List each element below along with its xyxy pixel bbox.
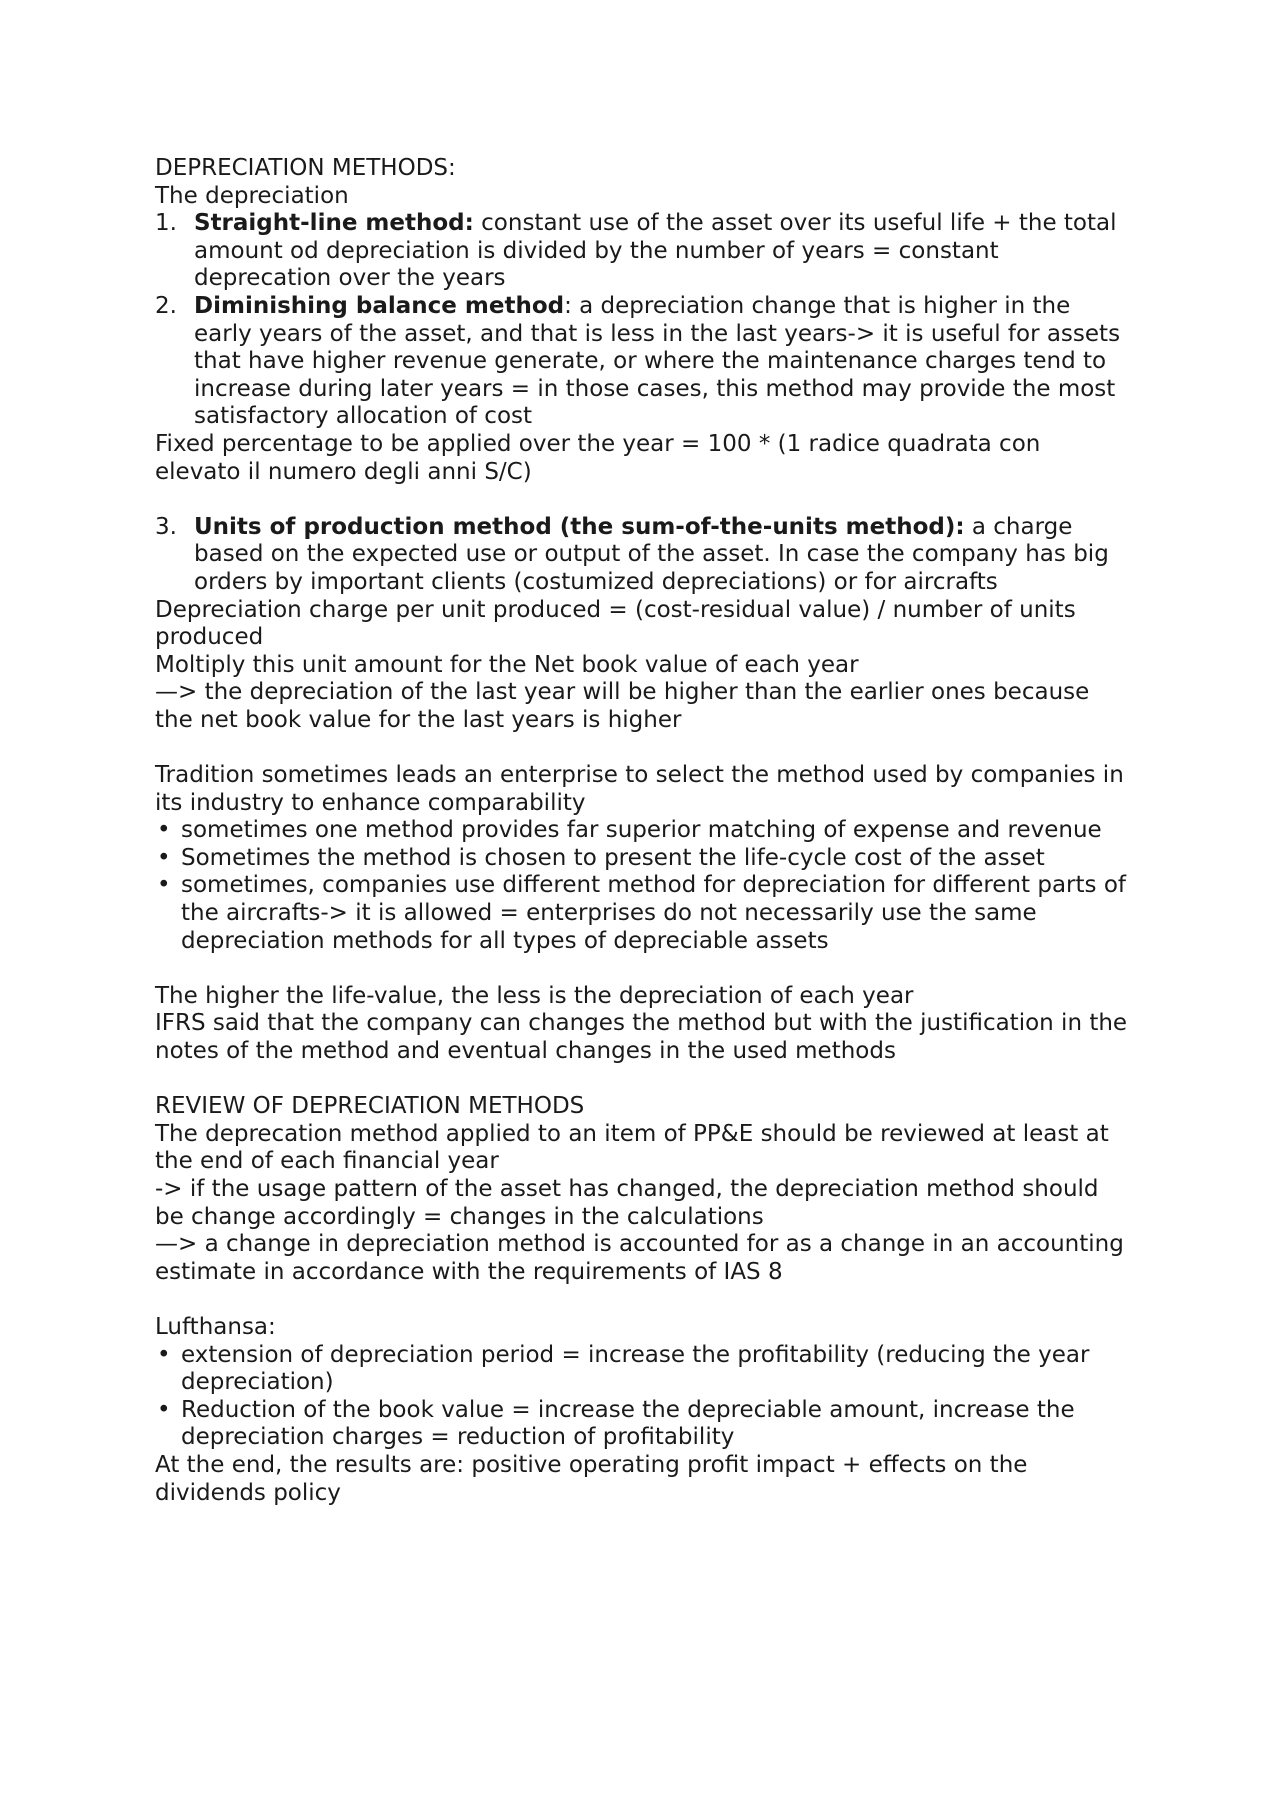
- method-description: a charge based on the expected use or output of the asset. In case the company has big orders by important clients (costumized depreciations) or for aircrafts: [194, 513, 1109, 595]
- blank-line: [155, 734, 1130, 762]
- bullet-item: [155, 1397, 1130, 1452]
- method-title: Units of production method (the sum-of-the-units method):: [194, 513, 965, 540]
- bullet-icon: •: [157, 1396, 171, 1423]
- method-title: Straight-line method:: [194, 210, 474, 237]
- bullet-icon: •: [157, 1341, 171, 1368]
- methods-list-a: [155, 210, 1130, 431]
- review-text-line: —> a change in depreciation method is accounted for as a change in an accounting estimate in accordance with the requirements of IAS 8: [155, 1231, 1124, 1285]
- page-heading: DEPRECIATION METHODS:: [155, 155, 456, 181]
- bullet-text: sometimes, companies use different method for depreciation for different parts of the aircrafts-> it is allowed = enterprises do not necessarily use the same depreciation methods for all types of depreciable assets: [181, 872, 1126, 954]
- review-text-line: The deprecation method applied to an item of PP&E should be reviewed at least at the end of each financial year: [155, 1120, 1109, 1175]
- review-heading: REVIEW OF DEPRECIATION METHODS: [155, 1093, 585, 1120]
- list-item-units-of-production: [155, 514, 1130, 597]
- lufthansa-heading: Lufthansa:: [155, 1313, 276, 1340]
- intro-text: The depreciation: [155, 182, 349, 209]
- ifrs-text: IFRS said that the company can changes the method but with the justification in the notes of the method and eventual changes in the used methods: [155, 1010, 1128, 1064]
- bullet-text: Sometimes the method is chosen to present the life-cycle cost of the asset: [181, 844, 1045, 871]
- tradition-text: Tradition sometimes leads an enterprise to select the method used by companies in its industry to enhance comparability: [155, 762, 1124, 816]
- blank-line: [155, 486, 1130, 514]
- methods-list-b: [155, 514, 1130, 597]
- blank-line: [155, 955, 1130, 983]
- bullet-text: extension of depreciation period = increase the profitability (reducing the year depreciation): [181, 1341, 1090, 1396]
- bullet-icon: •: [157, 844, 171, 871]
- list-number: 1.: [155, 210, 177, 237]
- lufthansa-bullet-list: [155, 1342, 1130, 1452]
- life-value-text: The higher the life-value, the less is the depreciation of each year: [155, 982, 914, 1009]
- bullet-icon: •: [157, 872, 171, 899]
- units-text-line: Moltiply this unit amount for the Net book value of each year: [155, 651, 859, 678]
- review-text-line: -> if the usage pattern of the asset has changed, the depreciation method should be change accordingly = changes in the calculations: [155, 1175, 1099, 1230]
- list-item-diminishing-balance: [155, 293, 1130, 431]
- bullet-item: [155, 1342, 1130, 1397]
- conclusion-text: At the end, the results are: positive operating profit impact + effects on the dividends policy: [155, 1451, 1028, 1506]
- fixed-percentage-text: Fixed percentage to be applied over the year = 100 * (1 radice quadrata con elevato il numero degli anni S/C): [155, 430, 1041, 485]
- list-number: 3.: [155, 513, 177, 540]
- list-number: 2.: [155, 292, 177, 319]
- bullet-item: [155, 817, 1130, 845]
- blank-line: [155, 1066, 1130, 1094]
- blank-line: [155, 1286, 1130, 1314]
- method-description: constant use of the asset over its useful life + the total amount od depreciation is divided by the number of years = constant deprecation over the years: [194, 210, 1117, 292]
- bullet-text: sometimes one method provides far superior matching of expense and revenue: [181, 817, 1102, 844]
- bullet-icon: •: [157, 817, 171, 844]
- units-text-line: —> the depreciation of the last year will be higher than the earlier ones because the net book value for the last years is higher: [155, 679, 1090, 733]
- method-title: Diminishing balance method: [194, 292, 565, 319]
- tradition-bullet-list: [155, 817, 1130, 955]
- bullet-item: [155, 872, 1130, 955]
- method-description: : a depreciation change that is higher in the early years of the asset, and that is less in the last years-> it is useful for assets that have higher revenue generate, or where the maintenance charges tend to increase during later years = in those cases, this method may provide the most satisfactory allocation of cost: [194, 292, 1121, 430]
- bullet-item: [155, 845, 1130, 873]
- units-text-line: Depreciation charge per unit produced = (cost-residual value) / number of units produced: [155, 596, 1076, 651]
- list-item-straight-line: [155, 210, 1130, 293]
- bullet-text: Reduction of the book value = increase the depreciable amount, increase the depreciation charges = reduction of profitability: [181, 1396, 1075, 1451]
